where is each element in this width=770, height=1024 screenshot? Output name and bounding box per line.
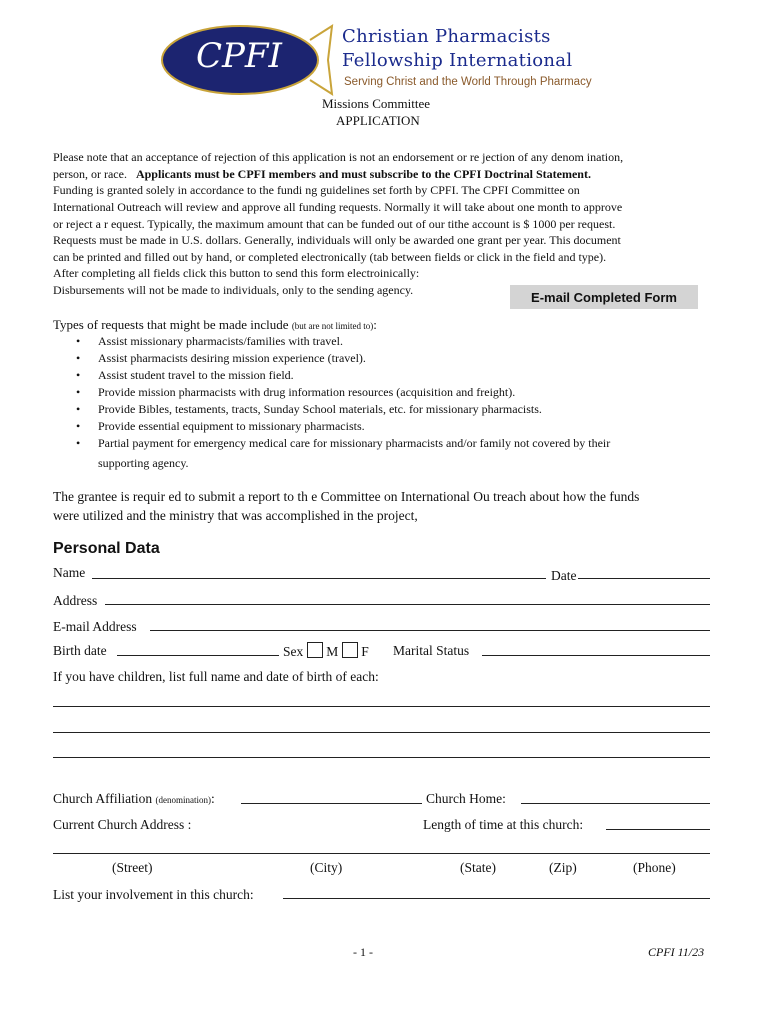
birth-date-field[interactable] (117, 655, 279, 656)
page-number: - 1 - (353, 945, 373, 959)
name-field[interactable] (92, 578, 546, 579)
intro-line-2a: person, or race. (53, 167, 127, 181)
church-home-label: Church Home: (426, 791, 506, 806)
request-types-list (53, 333, 733, 452)
intro-line-3: Funding is granted solely in accordance to the fundi ng guidelines set forth by CPFI. The CPFI Committee on (53, 183, 580, 197)
date-field[interactable] (578, 578, 710, 579)
cpfi-logo (160, 20, 340, 98)
address-field[interactable] (105, 604, 710, 605)
address-label: Address (53, 593, 98, 608)
org-name-line2: Fellowship International (342, 50, 573, 71)
marital-status-label: Marital Status (393, 643, 470, 658)
types-heading-colon: : (373, 317, 377, 332)
types-heading-note: (but are not limited to) (291, 321, 374, 331)
intro-line-7: can be printed and filled out by hand, or completed electronically (tab between fields or click in the field and type). (53, 250, 607, 264)
subtitle-committee: Missions Committee (322, 96, 430, 111)
intro-line-2 (53, 166, 591, 183)
children-field-2[interactable] (53, 732, 710, 733)
intro-line-1: Please note that an acceptance of rejection of this application is not an endorsement or re jection of any denom ination, (53, 150, 624, 164)
birth-date-label: Birth date (53, 643, 107, 658)
phone-label: (Phone) (633, 860, 676, 875)
intro-line-9: Disbursements will not be made to individuals, only to the sending agency. (53, 283, 414, 297)
grantee-line-2: were utilized and the ministry that was accomplished in the project, (53, 508, 418, 523)
length-of-time-label: Length of time at this church: (423, 817, 584, 832)
name-label: Name (53, 565, 86, 580)
state-label: (State) (460, 860, 496, 875)
church-affiliation-field[interactable] (241, 803, 422, 804)
church-home-field[interactable] (521, 803, 710, 804)
intro-line-5: or reject a r equest. Typically, the maximum amount that can be funded out of our tithe account is $ 1000 per request. (53, 217, 616, 231)
marital-status-field[interactable] (482, 655, 710, 656)
list-item: • Assist missionary pharmacists/families with travel. (53, 333, 733, 350)
sex-m-label: M (326, 644, 339, 659)
form-code: CPFI 11/23 (648, 945, 705, 959)
intro-line-4: International Outreach will review and approve all funding requests. Normally it will take about one month to approve (53, 200, 623, 214)
list-item: • Provide Bibles, testaments, tracts, Sunday School materials, etc. for missionary pharmacists. (53, 401, 733, 418)
intro-line-6: Requests must be made in U.S. dollars. Generally, individuals will only be awarded one grant per year. This document (53, 233, 621, 247)
email-label: E-mail Address (53, 619, 137, 634)
involvement-field[interactable] (283, 898, 710, 899)
org-tagline: Serving Christ and the World Through Pharmacy (344, 76, 592, 88)
personal-data-heading: Personal Data (53, 540, 160, 557)
city-label: (City) (310, 860, 343, 875)
sex-group (283, 642, 369, 660)
church-address-field[interactable] (53, 853, 710, 854)
list-item: • Provide essential equipment to missionary pharmacists. (53, 418, 733, 435)
involvement-label: List your involvement in this church: (53, 887, 254, 902)
children-field-3[interactable] (53, 757, 710, 758)
intro-line-8: After completing all fields click this button to send this form electroinically: (53, 266, 420, 280)
logo-text: CPFI (196, 36, 282, 76)
current-church-address-label: Current Church Address : (53, 817, 192, 832)
church-affiliation-label (53, 790, 215, 809)
email-field[interactable] (150, 630, 710, 631)
sex-f-label: F (361, 644, 369, 659)
subtitle-application: APPLICATION (336, 113, 420, 128)
email-completed-form-button[interactable]: E-mail Completed Form (510, 285, 698, 309)
membership-requirement: Applicants must be CPFI members and must subscribe to the CPFI Doctrinal Statement. (135, 167, 591, 181)
org-name-line1: Christian Pharmacists (342, 26, 551, 47)
list-item: • Partial payment for emergency medical care for missionary pharmacists and/or family not covered by their (53, 435, 733, 452)
list-item: • Assist pharmacists desiring mission experience (travel). (53, 350, 733, 367)
sex-f-checkbox[interactable] (342, 642, 358, 658)
list-item-continuation: supporting agency. (98, 456, 189, 470)
children-label: If you have children, list full name and date of birth of each: (53, 669, 379, 684)
sex-m-checkbox[interactable] (307, 642, 323, 658)
street-label: (Street) (112, 860, 153, 875)
sex-label: Sex (283, 644, 304, 659)
list-item: • Assist student travel to the mission field. (53, 367, 733, 384)
grantee-line-1: The grantee is requir ed to submit a report to th e Committee on International Ou treach about how the funds (53, 489, 640, 504)
church-affiliation-note: (denomination) (155, 795, 211, 805)
children-field-1[interactable] (53, 706, 710, 707)
zip-label: (Zip) (549, 860, 577, 875)
date-label: Date (551, 568, 577, 583)
church-affiliation-colon: : (211, 791, 215, 806)
length-of-time-field[interactable] (606, 829, 710, 830)
list-item: • Provide mission pharmacists with drug information resources (acquisition and freight). (53, 384, 733, 401)
types-heading-text: Types of requests that might be made include (53, 317, 289, 332)
church-affiliation-text: Church Affiliation (53, 791, 153, 806)
